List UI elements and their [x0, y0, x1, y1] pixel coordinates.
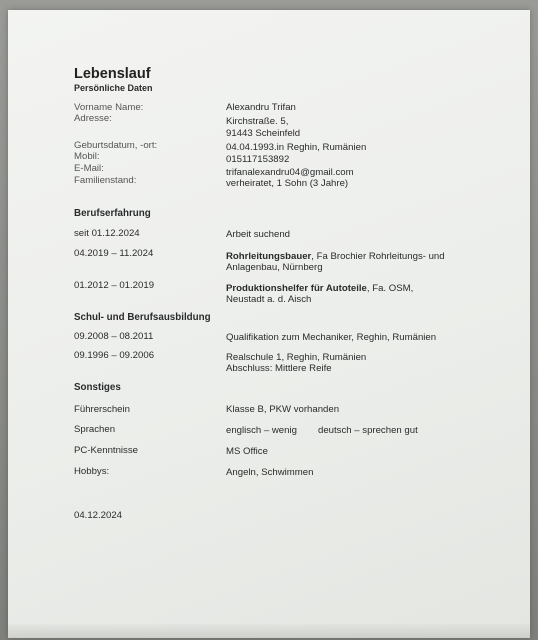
personal-label: Geburtsdatum, -ort:	[74, 140, 158, 151]
entry-role: Rohrleitungsbauer	[226, 251, 312, 262]
entry-text	[226, 283, 413, 294]
entry-date: 04.2019 – 11.2024	[74, 248, 154, 259]
misc-value: Klasse B, PKW vorhanden	[226, 404, 340, 415]
personal-value: Kirchstraße. 5,	[226, 116, 289, 127]
personal-value: 04.04.1993.in Reghin, Rumänien	[226, 142, 367, 153]
entry-text	[226, 251, 445, 262]
personal-value: verheiratet, 1 Sohn (3 Jahre)	[226, 178, 349, 189]
entry-text-line: , Fa Brochier Rohrleitungs- und	[311, 251, 445, 262]
entry-text-line: Arbeit suchend	[226, 229, 290, 240]
misc-label: Sprachen	[74, 424, 116, 435]
signature-date: 04.12.2024	[74, 510, 123, 521]
personal-label: Adresse:	[74, 113, 112, 124]
cv-page	[8, 10, 530, 638]
misc-value: MS Office	[226, 446, 268, 457]
personal-label: Vorname Name:	[74, 102, 144, 113]
misc-value: englisch – wenig	[226, 425, 297, 436]
personal-label: E-Mail:	[74, 163, 104, 174]
entry-text: Qualifikation zum Mechaniker, Reghin, Rumänien	[226, 332, 437, 343]
entry-text-line: , Fa. OSM,	[366, 283, 414, 294]
personal-value: trifanalexandru04@gmail.com	[226, 167, 354, 178]
misc-label: Führerschein	[74, 404, 130, 415]
misc-label: Hobbys:	[74, 466, 110, 477]
entry-text	[226, 229, 290, 240]
entry-role: Produktionshelfer für Autoteile	[226, 283, 367, 294]
misc-label: PC-Kenntnisse	[74, 445, 138, 456]
misc-value-2: deutsch – sprechen gut	[318, 425, 418, 436]
cv-subtitle: Persönliche Daten	[74, 83, 153, 93]
entry-text-line2: Neustadt a. d. Aisch	[226, 294, 312, 305]
personal-value: 91443 Scheinfeld	[226, 128, 301, 139]
entry-date: 01.2012 – 01.2019	[74, 280, 155, 291]
entry-text-line2: Abschluss: Mittlere Reife	[226, 363, 332, 374]
entry-text-line2: Anlagenbau, Nürnberg	[226, 262, 323, 273]
section-heading-berufserfahrung: Berufserfahrung	[74, 208, 151, 219]
entry-date: 09.2008 – 08.2011	[74, 331, 154, 342]
entry-text: Realschule 1, Reghin, Rumänien	[226, 352, 367, 363]
sleeve-edge	[8, 624, 530, 638]
personal-label: Familienstand:	[74, 175, 137, 186]
personal-value: Alexandru Trifan	[226, 102, 296, 113]
personal-label: Mobil:	[74, 151, 100, 162]
entry-date: seit 01.12.2024	[74, 228, 140, 239]
cv-title: Lebenslauf	[74, 66, 151, 82]
misc-value: Angeln, Schwimmen	[226, 467, 314, 478]
section-heading-sonstiges: Sonstiges	[74, 382, 121, 393]
entry-date: 09.1996 – 09.2006	[74, 350, 155, 361]
personal-value: 015117153892	[226, 154, 290, 165]
section-heading-ausbildung: Schul- und Berufsausbildung	[74, 312, 211, 323]
